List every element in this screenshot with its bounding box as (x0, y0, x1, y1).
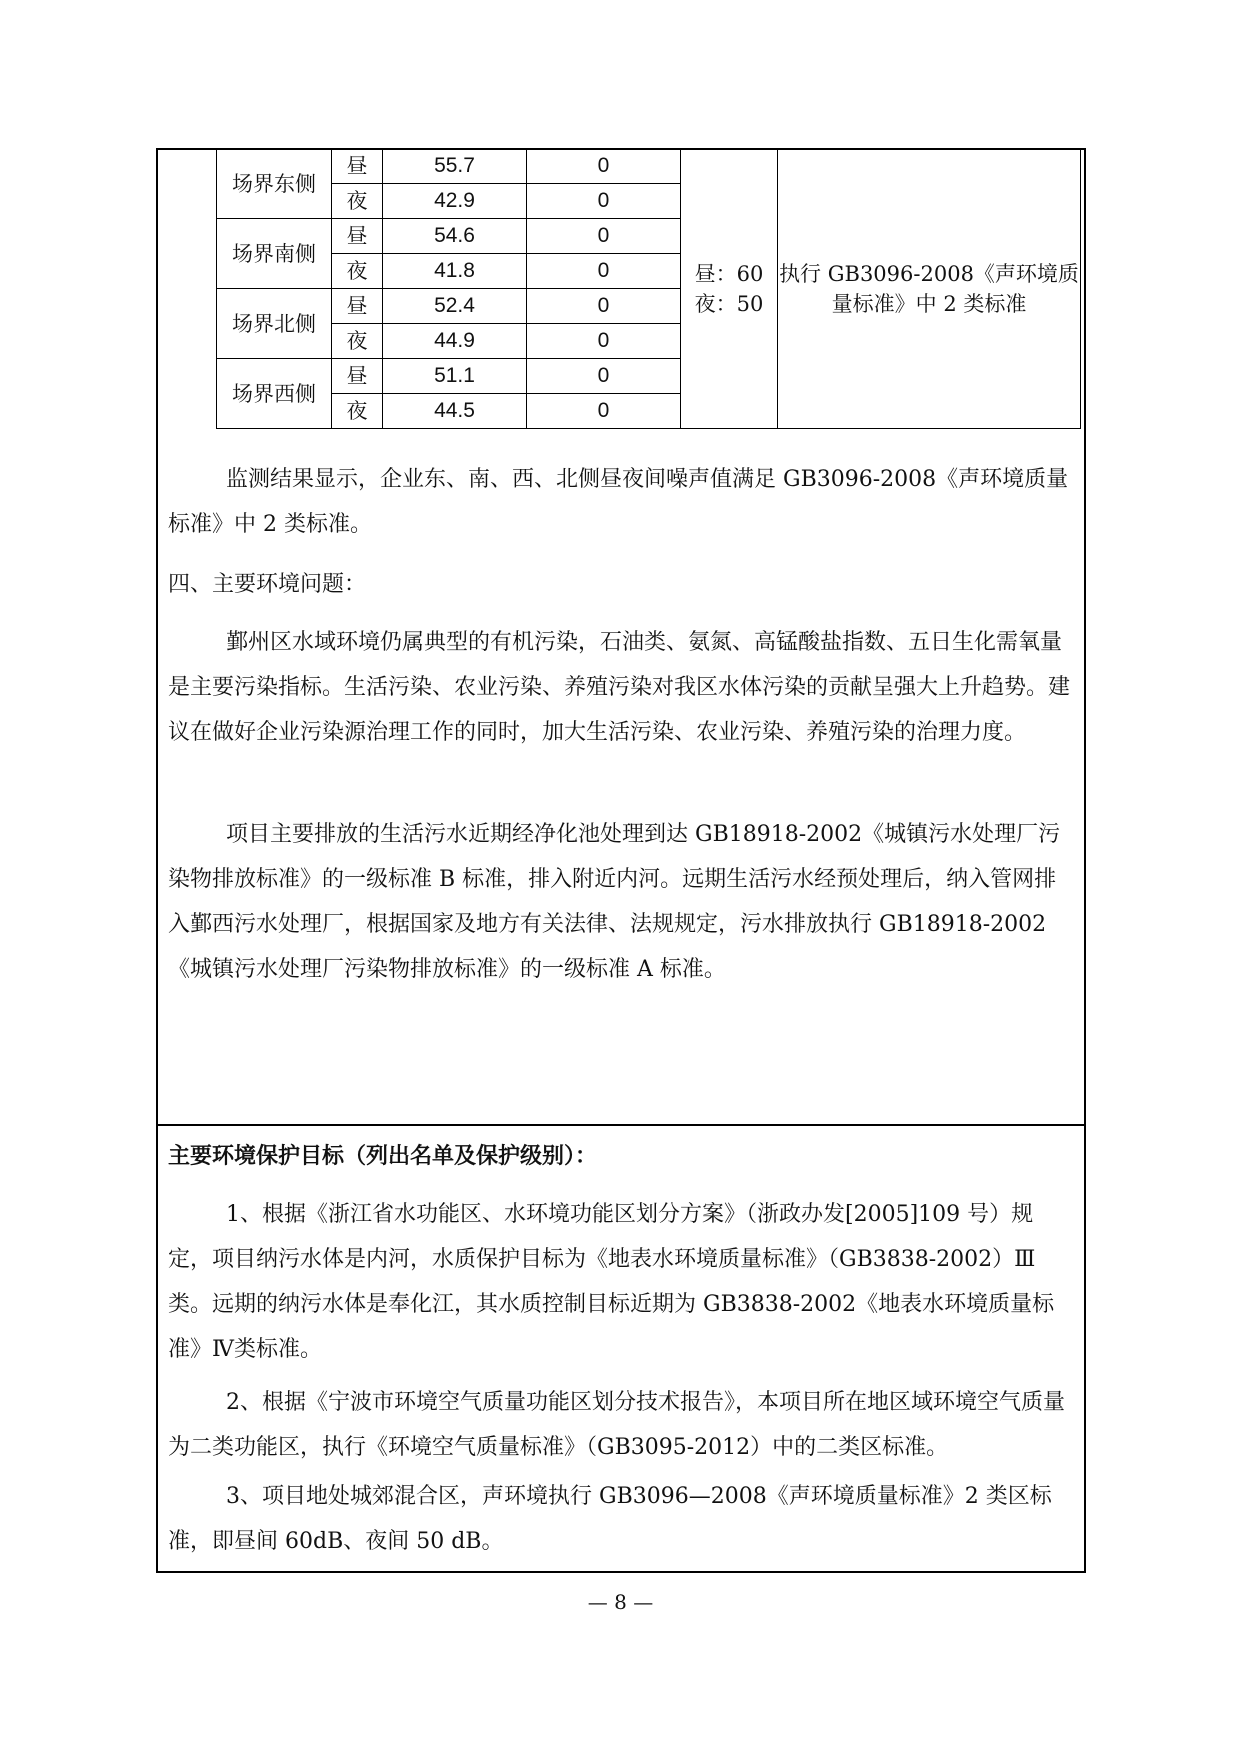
period-cell: 昼 (332, 289, 383, 324)
noise-monitoring-table (216, 148, 1081, 429)
report-frame (156, 148, 1086, 1573)
value-cell: 52.4 (383, 289, 527, 324)
period-cell: 昼 (332, 149, 383, 184)
period-cell: 夜 (332, 324, 383, 359)
lower-section (158, 1126, 1084, 1571)
exceed-cell: 0 (527, 254, 681, 289)
value-cell: 44.5 (383, 394, 527, 429)
limit-cell (681, 149, 778, 429)
exceed-cell: 0 (527, 324, 681, 359)
location-cell: 场界北侧 (217, 289, 332, 359)
upper-section (158, 150, 1084, 1126)
exceed-cell: 0 (527, 184, 681, 219)
standard-cell: 执行 GB3096-2008《声环境质量标准》中 2 类标准 (778, 149, 1081, 429)
value-cell: 42.9 (383, 184, 527, 219)
value-cell: 54.6 (383, 219, 527, 254)
water-issue-paragraph: 鄞州区水域环境仍属典型的有机污染，石油类、氨氮、高锰酸盐指数、五日生化需氧量是主要污染指标。生活污染、农业污染、养殖污染对我区水体污染的贡献呈强大上升趋势。建议在做好企业污染源治理工作的同时，加大生活污染、农业污染、养殖污染的治理力度。 (168, 630, 1071, 745)
period-cell: 夜 (332, 254, 383, 289)
period-cell: 夜 (332, 394, 383, 429)
table-row (217, 149, 1081, 184)
exceed-cell: 0 (527, 219, 681, 254)
period-cell: 昼 (332, 359, 383, 394)
value-cell: 51.1 (383, 359, 527, 394)
period-cell: 昼 (332, 219, 383, 254)
exceed-cell: 0 (527, 289, 681, 324)
exceed-cell: 0 (527, 149, 681, 184)
page-number: — 8 — (587, 1590, 654, 1614)
protection-item-2: 2、根据《宁波市环境空气质量功能区划分技术报告》，本项目所在地区域环境空气质量为二类功能区，执行《环境空气质量标准》（GB3095-2012）中的二类区标准。 (168, 1390, 1065, 1460)
location-cell: 场界东侧 (217, 149, 332, 219)
exceed-cell: 0 (527, 394, 681, 429)
value-cell: 44.9 (383, 324, 527, 359)
value-cell: 55.7 (383, 149, 527, 184)
protection-item-1: 1、根据《浙江省水功能区、水环境功能区划分方案》（浙政办发[2005]109 号）规定，项目纳污水体是内河，水质保护目标为《地表水环境质量标准》（GB3838-2002）Ⅲ类。远期的纳污水体是奉化江，其水质控制目标近期为 GB3838-2002《地表水环境质量标准》Ⅳ类标准。 (168, 1202, 1055, 1362)
monitor-result-paragraph: 监测结果显示，企业东、南、西、北侧昼夜间噪声值满足 GB3096-2008《声环境质量标准》中 2 类标准。 (168, 467, 1069, 537)
limit-day: 昼：60 (694, 261, 764, 286)
exceed-cell: 0 (527, 359, 681, 394)
protection-item-3: 3、项目地处城郊混合区，声环境执行 GB3096—2008《声环境质量标准》2 类区标准，即昼间 60dB、夜间 50 dB。 (168, 1484, 1052, 1554)
location-cell: 场界南侧 (217, 219, 332, 289)
location-cell: 场界西侧 (217, 359, 332, 429)
limit-night: 夜：50 (694, 291, 764, 316)
section4-title: 四、主要环境问题： (168, 572, 367, 597)
period-cell: 夜 (332, 184, 383, 219)
protection-title: 主要环境保护目标（列出名单及保护级别）： (168, 1144, 598, 1169)
sewage-paragraph: 项目主要排放的生活污水近期经净化池处理到达 GB18918-2002《城镇污水处理厂污染物排放标准》的一级标准 B 标准，排入附近内河。远期生活污水经预处理后，纳入管网排入鄞西污水处理厂，根据国家及地方有关法律、法规规定，污水排放执行 GB18918-2002《城镇污水处理厂污染物排放标准》的一级标准 A 标准。 (168, 822, 1061, 982)
value-cell: 41.8 (383, 254, 527, 289)
